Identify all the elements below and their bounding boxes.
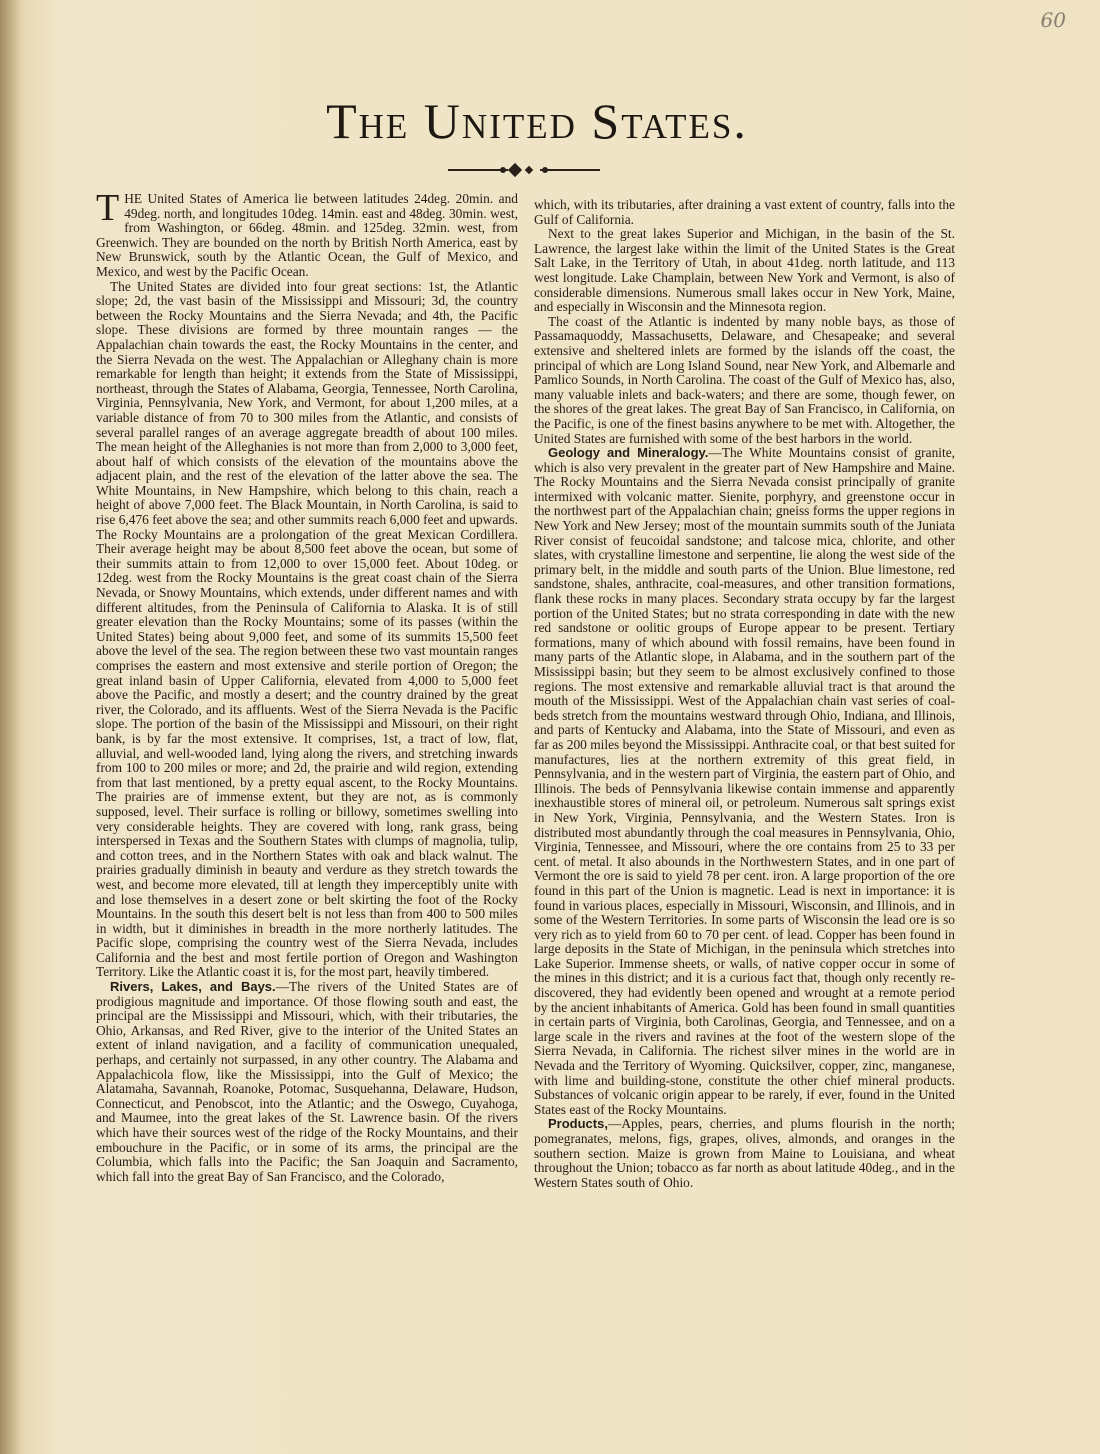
continuation-paragraph: which, with its tributaries, after draining a vast extent of country, falls into the Gulf of California. — [534, 197, 955, 227]
rivers-paragraph: Rivers, Lakes, and Bays.—The rivers of the United States are of prodigious magnitude and importance. Of those flowing south and east, the principal are the Mississippi and Missouri, which, with their tributaries, the Ohio, Arkansas, and Red River, give to the interior of the United States an extent of inland navigation, and a facility of communication unequaled, perhaps, and certainly not surpassed, in any other country. The Alabama and Appalachicola flow, like the Mississippi, into the Gulf of Mexico; the Alatamaha, Savannah, Roanoke, Potomac, Susquehanna, Delaware, Hudson, Connecticut, and Penobscot, into the Atlantic; and the Oswego, Cuyahoga, and Maumee, into the great lakes of the St. Lawrence basin. Of the rivers which have their sources west of the ridge of the Rocky Mountains, and their embouchure in the Pacific, or in some of its arms, the principal are the Columbia, which falls into the Pacific; the San Joaquin and Sacramento, which fall into the great Bay of San Francisco, and the Colorado, — [96, 979, 518, 1184]
geology-paragraph: Geology and Mineralogy.—The White Mountains consist of granite, which is also very prevalent in the greater part of New Hampshire and Maine. The Rocky Mountains and the Sierra Nevada consist principally of granite intermixed with volcanic matter. Sienite, porphyry, and greenstone occur in the northwest part of the Appalachian chain; gneiss forms the upper regions in New York and New Jersey; most of the mountain summits south of the Juniata River consist of feucoidal sandstone; and talcose mica, chlorite, and other slates, with crystalline limestone and serpentine, lie along the west side of the primary belt, in the middle and south parts of the Union. Blue limestone, red sandstone, shales, anthracite, coal-measures, and other transition formations, flank these rocks in many places. Secondary strata occupy by far the largest portion of the United States; but no strata corresponding in date with the new red sandstone or oolitic groups of Europe appear to be present. Tertiary formations, many of which abound with fossil remains, have been found in many parts of the Atlantic slope, in Alabama, and in the southern part of the Mississippi basin; but they seem to be almost exclusively confined to those regions. The most extensive and remarkable alluvial tract is that around the mouth of the Mississippi. West of the Appalachian chain vast series of coal-beds stretch from the mountains westward through Ohio, Indiana, and Illinois, and parts of Kentucky and Alabama, into the State of Missouri, and even as far as 200 miles beyond the Mississippi. Anthracite coal, or that best suited for manufactures, lies at the northern extremity of this great field, in Pennsylvania, and in the western part of Virginia, the eastern part of Ohio, and Illinois. The beds of Pennsylvania likewise contain immense and apparently inexhaustible stores of mineral oil, or petroleum. Numerous salt springs exist in New York, Virginia, Pennsylvania, and the Western States. Iron is distributed most abundantly through the coal measures in Pennsylvania, Ohio, Virginia, Tennessee, and Missouri, where the ore contains from 25 to 33 per cent. of metal. It also abounds in the Northwestern States, and in one part of Vermont the ore is said to yield 78 per cent. iron. A large proportion of the ore found in this part of the Union is magnetic. Lead is next in importance: it is found in various places, especially in Missouri, Wisconsin, and Illinois, and in some of the Western Territories. In some parts of Wisconsin the lead ore is so very rich as to yield from 60 to 70 per cent. of lead. Copper has been found in large deposits in the State of Michigan, in the peninsula which stretches into Lake Superior. Immense sheets, or walls, of native copper occur in some of the mines in this district; and it is a curious fact that, though only recently re-discovered, they had evidently been opened and wrought at a remote period by the ancient inhabitants of America. Gold has been found in small quantities in certain parts of Virginia, both Carolinas, Georgia, and Tennessee, and on a large scale in the rivers and ravines at the foot of the western slope of the Sierra Nevada, in California. The richest silver mines in the world are in Nevada and the Territory of Wyoming. Quicksilver, copper, zinc, manganese, with lime and building-stone, constitute the other chief mineral products. Substances of volcanic origin appear to be rarely, if ever, found in the United States east of the Rocky Mountains. — [534, 445, 955, 1117]
title-ornament — [448, 160, 600, 180]
page-title: The United States. — [326, 93, 748, 149]
lakes-paragraph: Next to the great lakes Superior and Michigan, in the basin of the St. Lawrence, the largest lake within the limit of the United States is the Great Salt Lake, in the Territory of Utah, in about 41deg. north latitude, and 113 west longitude. Lake Champlain, between New York and Vermont, is also of considerable dimensions. Numerous small lakes occur in New York, Maine, and especially in Wisconsin and the Minnesota region. — [534, 226, 955, 315]
products-heading: Products, — [548, 1116, 608, 1132]
rivers-heading: Rivers, Lakes, and Bays. — [110, 979, 276, 995]
page-number: 60 — [1040, 8, 1066, 32]
geology-heading: Geology and Mineralogy. — [548, 445, 709, 461]
drop-cap: T — [96, 187, 120, 229]
intro-paragraph: THE United States of America lie between latitudes 24deg. 20min. and 49deg. north, and longitudes 10deg. 14min. east and 48deg. 30min. west, from Washington, or 66deg. 48min. and 125deg. 32min. west, from Greenwich. They are bounded on the north by British North America, east by New Brunswick, south by the Atlantic Ocean, the Gulf of Mexico, and Mexico, and west by the Pacific Ocean. — [96, 187, 518, 279]
sections-paragraph: The United States are divided into four great sections: 1st, the Atlantic slope; 2d, the vast basin of the Mississippi and Missouri; 3d, the country between the Rocky Mountains and the Sierra Nevada; and 4th, the Pacific slope. These divisions are formed by three mountain ranges — the Appalachian chain towards the east, the Rocky Mountains in the center, and the Sierra Nevada on the west. The Appalachian or Alleghany chain is more remarkable for length than height; it extends from the State of Mississippi, northeast, through the States of Alabama, Georgia, Tennessee, North Carolina, Virginia, Pennsylvania, New York, and Vermont, for about 1,200 miles, at a variable distance of from 70 to 300 miles from the Atlantic, and consists of several parallel ranges of an average aggregate breadth of about 100 miles. The mean height of the Alleghanies is not more than from 2,000 to 3,000 feet, about half of which consists of the elevation of the mountains above the adjacent plain, and the rest of the elevation of the latter above the sea. The White Mountains, in New Hampshire, which belong to this chain, reach a height of above 7,000 feet. The Black Mountain, in North Carolina, is said to rise 6,476 feet above the sea; and other summits reach 6,000 feet and upwards. The Rocky Mountains are a prolongation of the great Mexican Cordillera. Their average height may be about 8,500 feet above the ocean, but some of their summits attain to from 12,000 to over 15,000 feet. About 10deg. or 12deg. west from the Rocky Mountains is the great coast chain of the Sierra Nevada, or Snowy Mountains, which extends, under different names and with different altitudes, from the Peninsula of California to Alaska. It is of still greater elevation than the Rocky Mountains; some of its passes (within the United States) being about 9,000 feet, and some of its summits 15,500 feet above the level of the sea. The region between these two vast mountain ranges comprises the eastern and most extensive and sterile portion of Oregon; the great inland basin of Upper California, elevated from 4,000 to 5,000 feet above the Pacific, and mostly a desert; and the country drained by the great river, the Colorado, and its affluents. West of the Sierra Nevada is the Pacific slope. The portion of the basin of the Mississippi and Missouri, on their right bank, is by far the most extensive. It comprises, 1st, a tract of low, flat, alluvial, and well-wooded land, lying along the rivers, and stretching inwards from 100 to 200 miles or more; and 2d, the prairie and wild region, extending from that last mentioned, by a pretty equal ascent, to the Rocky Mountains. The prairies are of immense extent, but they are not, as is commonly supposed, level. Their surface is rolling or billowy, sometimes swelling into very considerable heights. They are covered with long, rank grass, being interspersed in Texas and the Southern States with clumps of magnolia, tulip, and cotton trees, and in the Northern States with oak and black walnut. The prairies gradually diminish in beauty and verdure as they stretch towards the west, and become more elevated, till at length they imperceptibly unite with and lose themselves in a desert zone or belt skirting the foot of the Rocky Mountains. In the south this desert belt is not less than from 400 to 500 miles in width, but it diminishes in breadth in the more northerly latitudes. The Pacific slope, comprising the country west of the Sierra Nevada, includes California and the best and most fertile portion of Oregon and Washington Territory. Like the Atlantic coast it is, for the most part, heavily timbered. — [96, 278, 518, 980]
products-paragraph: Products,—Apples, pears, cherries, and plums flourish in the north; pomegranates, melons, figs, grapes, olives, almonds, and oranges in the southern section. Maize is grown from Maine to Louisiana, and wheat throughout the Union; tobacco as far north as about latitude 40deg., and in the Western States south of Ohio. — [534, 1116, 955, 1190]
page-edge-stain — [0, 0, 22, 1454]
coast-paragraph: The coast of the Atlantic is indented by many noble bays, as those of Passamaquoddy, Massachusetts, Delaware, and Chesapeake; and several extensive and sheltered inlets are formed by the islands off the coast, the principal of which are Long Island Sound, near New York, and Albemarle and Pamlico Sounds, in North Carolina. The coast of the Gulf of Mexico has, also, many valuable inlets and back-waters; and there are some, though fewer, on the shores of the great lakes. The great Bay of San Francisco, in California, on the Pacific, is one of the finest basins anywhere to be met with. Altogether, the United States are furnished with some of the best harbors in the world. — [534, 313, 955, 446]
right-column — [534, 198, 955, 1190]
left-column — [96, 187, 518, 1184]
